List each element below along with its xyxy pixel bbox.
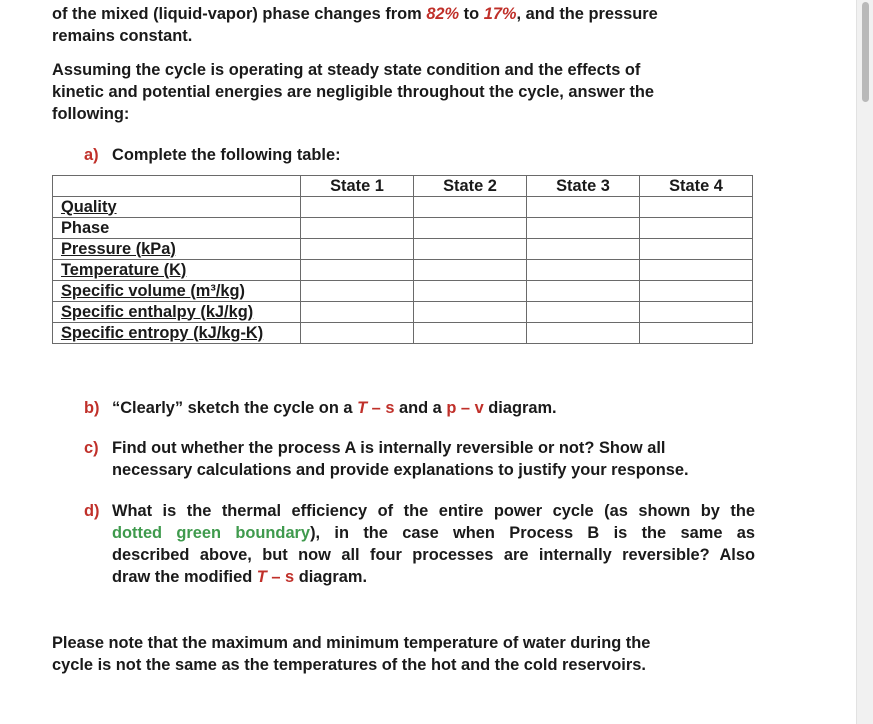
table-cell[interactable] <box>301 260 414 281</box>
assumption-paragraph <box>52 59 772 125</box>
part-d-line3: described above, but now all four processes are internally reversible? Also <box>112 546 755 564</box>
assume-line2: kinetic and potential energies are negligible throughout the cycle, answer the <box>52 83 655 101</box>
table-cell[interactable] <box>527 302 640 323</box>
part-c-question <box>84 437 784 479</box>
table-cell[interactable] <box>527 260 640 281</box>
table-row <box>53 197 753 218</box>
table-cell[interactable] <box>301 323 414 344</box>
table-row <box>53 260 753 281</box>
part-b-mid: and a <box>394 399 447 417</box>
note-paragraph <box>52 632 772 676</box>
part-a-heading <box>84 144 341 166</box>
note-line2: cycle is not the same as the temperatures of the hot and the cold reservoirs. <box>52 656 646 674</box>
row-label-temperature: Temperature (K) <box>53 260 301 281</box>
table-header-row <box>53 176 753 197</box>
intro-line1-mid: to <box>459 5 484 23</box>
assume-line1: Assuming the cycle is operating at steady state condition and the effects of <box>52 61 641 79</box>
part-b-post: diagram. <box>483 399 557 417</box>
quality-to-value: 17% <box>483 5 517 23</box>
part-b-text <box>112 397 557 419</box>
part-d-letter: d) <box>84 502 100 520</box>
table-row <box>53 281 753 302</box>
diagram-minus: – <box>266 568 286 586</box>
header-state-1: State 1 <box>301 176 414 197</box>
table-cell[interactable] <box>414 197 527 218</box>
table-cell[interactable] <box>640 302 753 323</box>
part-c-letter: c) <box>84 439 99 457</box>
diagram-minus: – <box>456 399 475 417</box>
note-line1: Please note that the maximum and minimum temperature of water during the <box>52 634 651 652</box>
diagram-p-symbol: p <box>446 399 457 417</box>
table-cell[interactable] <box>527 323 640 344</box>
table-cell[interactable] <box>527 281 640 302</box>
table-cell[interactable] <box>640 218 753 239</box>
diagram-v-symbol: v <box>474 399 484 417</box>
table-cell[interactable] <box>301 239 414 260</box>
part-d-line4-post: diagram. <box>294 568 368 586</box>
table-cell[interactable] <box>640 260 753 281</box>
part-a-text: Complete the following table: <box>112 146 341 164</box>
table-cell[interactable] <box>527 197 640 218</box>
row-label-pressure: Pressure (kPa) <box>53 239 301 260</box>
table-cell[interactable] <box>414 218 527 239</box>
part-b-question <box>84 397 784 419</box>
table-cell[interactable] <box>640 281 753 302</box>
vertical-scrollbar[interactable] <box>856 0 873 724</box>
diagram-minus: – <box>367 399 386 417</box>
table-cell[interactable] <box>414 302 527 323</box>
row-label-quality: Quality <box>53 197 301 218</box>
row-label-specific-entropy: Specific entropy (kJ/kg-K) <box>53 323 301 344</box>
row-label-phase: Phase <box>53 218 301 239</box>
part-c-line1: Find out whether the process A is internally reversible or not? Show all <box>112 439 666 457</box>
part-d-question <box>84 500 784 586</box>
part-d-line2: ), in the case when Process B is the same as <box>310 524 755 542</box>
table-row <box>53 302 753 323</box>
intro-line1-pre: of the mixed (liquid-vapor) phase changes from <box>52 5 427 23</box>
table-cell[interactable] <box>414 260 527 281</box>
table-row <box>53 218 753 239</box>
part-b-pre: “Clearly” sketch the cycle on a <box>112 399 358 417</box>
header-state-3: State 3 <box>527 176 640 197</box>
part-d-text <box>112 500 755 588</box>
table-cell[interactable] <box>414 239 527 260</box>
table-cell[interactable] <box>301 302 414 323</box>
row-label-specific-volume: Specific volume (m³/kg) <box>53 281 301 302</box>
header-state-4: State 4 <box>640 176 753 197</box>
table-cell[interactable] <box>301 197 414 218</box>
table-corner-cell <box>53 176 301 197</box>
table-cell[interactable] <box>527 218 640 239</box>
diagram-s-symbol: s <box>285 568 295 586</box>
state-table <box>52 175 753 344</box>
part-c-text <box>112 437 755 481</box>
table-cell[interactable] <box>527 239 640 260</box>
part-c-line2: necessary calculations and provide explanations to justify your response. <box>112 461 689 479</box>
table-cell[interactable] <box>414 281 527 302</box>
part-d-line1: What is the thermal efficiency of the entire power cycle (as shown by the <box>112 502 755 520</box>
diagram-t-symbol: T <box>256 568 267 586</box>
quality-from-value: 82% <box>426 5 460 23</box>
table-row <box>53 323 753 344</box>
part-b-letter: b) <box>84 399 100 417</box>
assume-line3: following: <box>52 105 130 123</box>
intro-line1-post: , and the pressure <box>516 5 658 23</box>
scrollbar-thumb[interactable] <box>862 2 869 102</box>
table-cell[interactable] <box>301 218 414 239</box>
header-state-2: State 2 <box>414 176 527 197</box>
dotted-green-boundary-text: dotted green boundary <box>112 524 311 542</box>
table-row <box>53 239 753 260</box>
table-cell[interactable] <box>414 323 527 344</box>
part-d-line4-pre: draw the modified <box>112 568 257 586</box>
table-cell[interactable] <box>301 281 414 302</box>
table-cell[interactable] <box>640 197 753 218</box>
diagram-s-symbol: s <box>385 399 395 417</box>
row-label-specific-enthalpy: Specific enthalpy (kJ/kg) <box>53 302 301 323</box>
part-a-letter: a) <box>84 146 99 164</box>
table-cell[interactable] <box>640 323 753 344</box>
intro-line2: remains constant. <box>52 27 193 45</box>
table-cell[interactable] <box>640 239 753 260</box>
diagram-t-symbol: T <box>357 399 368 417</box>
intro-text <box>52 3 772 47</box>
